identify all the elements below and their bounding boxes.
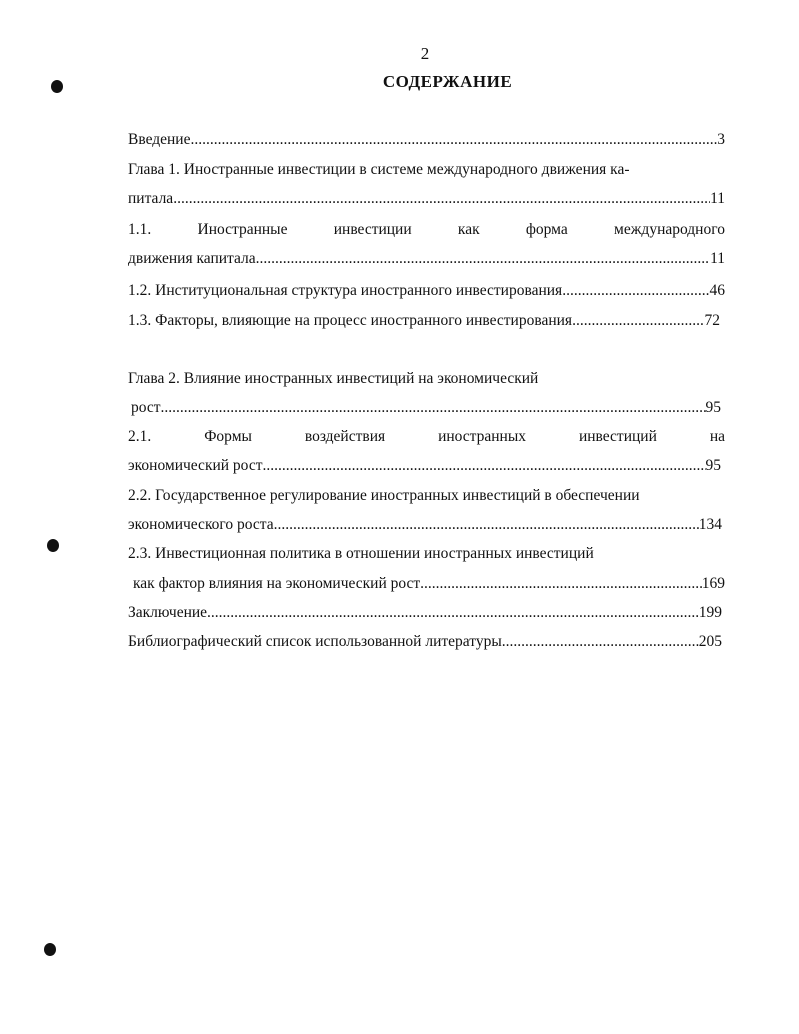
toc-word: Иностранные: [197, 221, 288, 238]
toc-text: 2.3. Инвестиционная политика в отношении иностранных инвестиций: [128, 545, 594, 562]
toc-entry-chapter-2-cont: [131, 399, 721, 417]
toc-page: 169: [701, 575, 725, 592]
binder-hole-icon: [51, 80, 63, 93]
binder-hole-icon: [47, 539, 59, 552]
toc-entry-1-1: [128, 221, 725, 239]
page-number: 2: [420, 44, 430, 63]
toc-entry-2-3: [128, 545, 725, 563]
toc-text: питала: [128, 190, 174, 207]
toc-word: 2.1.: [128, 428, 152, 445]
toc-entry-bibliography: [128, 633, 722, 651]
toc-word: форма: [525, 221, 568, 238]
toc-page: 95: [705, 399, 721, 416]
toc-word: инвестиций: [578, 428, 657, 445]
toc-entry-chapter-1: [128, 161, 725, 179]
toc-entry-2-1-cont: [128, 457, 721, 475]
toc-page: 46: [709, 282, 725, 299]
toc-word: на: [709, 428, 725, 445]
toc-page: 72: [704, 312, 720, 329]
toc-page: 3: [717, 131, 725, 148]
toc-word: международного: [614, 221, 725, 238]
toc-word: 1.1.: [128, 221, 152, 238]
toc-text: Глава 2. Влияние иностранных инвестиций на экономический: [128, 370, 539, 387]
toc-entry-chapter-1-cont: [128, 190, 725, 208]
toc-entry-2-3-cont: [133, 575, 725, 593]
toc-page: 199: [698, 604, 722, 621]
binder-hole-icon: [44, 943, 56, 956]
toc-entry-conclusion: [128, 604, 722, 622]
toc-text: как фактор влияния на экономический рост: [133, 575, 421, 592]
toc-entry-1-3: [128, 312, 720, 330]
toc-text: рост: [131, 399, 161, 416]
toc-word: Формы: [204, 428, 252, 445]
toc-page: 134: [698, 516, 722, 533]
toc-page: 205: [698, 633, 722, 650]
toc-text: Заключение: [128, 604, 208, 621]
toc-entry-2-2: [128, 487, 725, 505]
toc-word: воздействия: [304, 428, 386, 445]
toc-word: как: [457, 221, 480, 238]
toc-word: иностранных: [438, 428, 527, 445]
toc-text: экономического роста: [128, 516, 274, 533]
toc-text: Библиографический список использованной литературы: [128, 633, 502, 650]
toc-page: 11: [710, 190, 725, 207]
toc-text: экономический рост: [128, 457, 263, 474]
toc-entry-intro: [128, 131, 725, 149]
toc-entry-chapter-2: [128, 370, 725, 388]
toc-text: Введение: [128, 131, 191, 148]
toc-text: Глава 1. Иностранные инвестиции в системе международного движения ка-: [128, 161, 630, 178]
toc-text: движения капитала: [128, 250, 256, 267]
page-title: СОДЕРЖАНИЕ: [382, 72, 513, 91]
toc-word: инвестиции: [333, 221, 412, 238]
toc-text: 1.3. Факторы, влияющие на процесс иностранного инвестирования: [128, 312, 573, 329]
toc-text: 1.2. Институциональная структура иностранного инвестирования: [128, 282, 563, 299]
toc-entry-2-2-cont: [128, 516, 722, 534]
toc-entry-2-1: [128, 428, 725, 446]
toc-page: 11: [710, 250, 725, 267]
toc-text: 2.2. Государственное регулирование иностранных инвестиций в обеспечении: [128, 487, 640, 504]
toc-page: 95: [705, 457, 721, 474]
toc-entry-1-1-cont: [128, 250, 725, 268]
toc-entry-1-2: [128, 282, 725, 300]
